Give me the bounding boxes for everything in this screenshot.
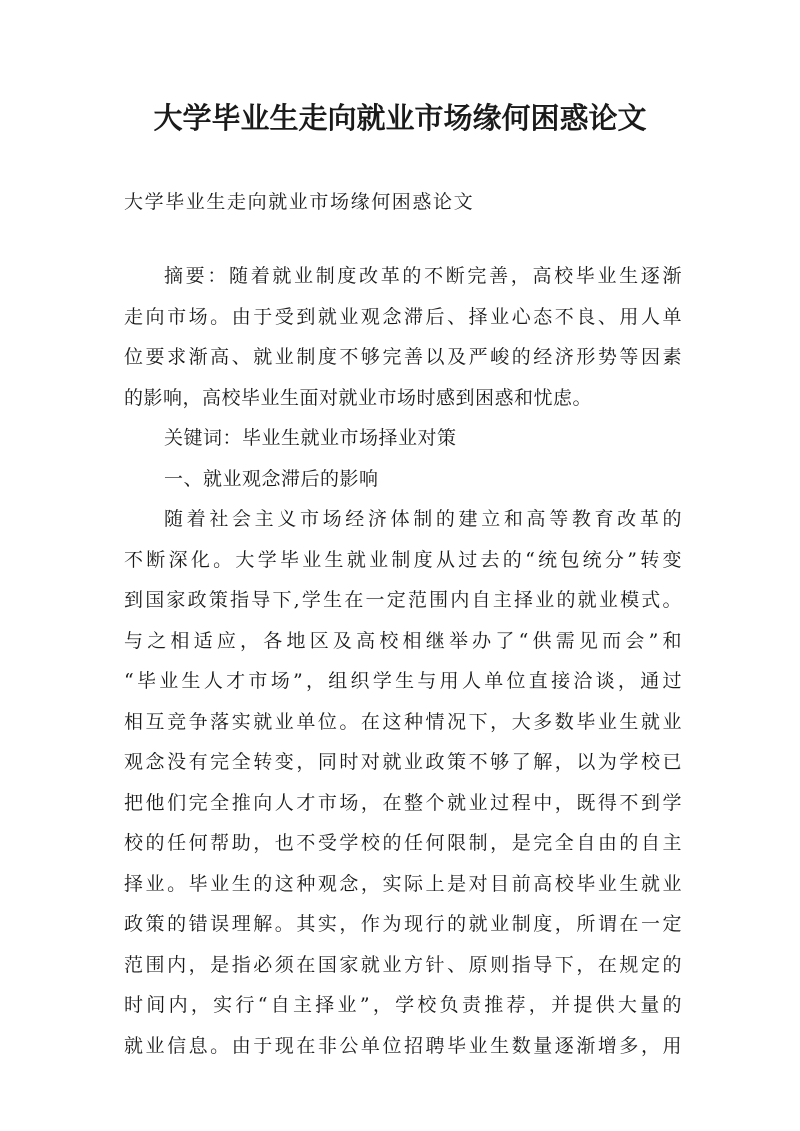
section1-line: 随着社会主义市场经济体制的建立和高等教育改革的 [164, 508, 682, 530]
abstract-line: 的影响，高校毕业生面对就业市场时感到困惑和忧虑。 [124, 386, 593, 409]
section1-paragraph [124, 499, 682, 1066]
section1-line: 与之相适应，各地区及高校相继举办了“供需见而会”和 [124, 629, 682, 652]
abstract-paragraph [124, 256, 682, 418]
section1-line: 观念没有完全转变，同时对就业政策不够了解，以为学校已 [124, 751, 682, 773]
section1-line: 范围内，是指必须在国家就业方针、原则指导下，在规定的 [124, 953, 682, 976]
abstract-line: 走向市场。由于受到就业观念滞后、择业心态不良、用人单 [124, 305, 682, 328]
keywords-line: 关键词：毕业生就业市场择业对策 [164, 427, 457, 449]
section1-line: 就业信息。由于现在非公单位招聘毕业生数量逐渐增多，用 [124, 1034, 682, 1057]
section1-line: “毕业生人才市场”，组织学生与用人单位直接洽谈，通过 [124, 670, 682, 692]
section1-line: 不断深化。大学毕业生就业制度从过去的“统包统分”转变 [124, 548, 682, 571]
section1-line: 择业。毕业生的这种观念，实际上是对目前高校毕业生就业 [124, 872, 682, 895]
section1-line: 相互竞争落实就业单位。在这种情况下，大多数毕业生就业 [124, 710, 682, 733]
abstract-line: 摘要：随着就业制度改革的不断完善，高校毕业生逐渐 [164, 265, 682, 287]
section1-heading: 一、就业观念滞后的影响 [164, 467, 379, 490]
keywords-paragraph [124, 418, 682, 459]
section1-line: 政策的错误理解。其实，作为现行的就业制度，所谓在一定 [124, 913, 682, 935]
document-subtitle: 大学毕业生走向就业市场缘何困惑论文 [124, 191, 475, 213]
section1-line: 时间内，实行“自主择业”，学校负责推荐，并提供大量的 [124, 994, 682, 1016]
section-heading [124, 459, 682, 500]
section1-line: 校的任何帮助，也不受学校的任何限制，是完全自由的自主 [124, 832, 682, 854]
section1-line: 把他们完全推向人才市场，在整个就业过程中，既得不到学 [124, 791, 682, 814]
section1-line: 到国家政策指导下,学生在一定范围内自主择业的就业模式。 [124, 589, 682, 611]
abstract-line: 位要求渐高、就业制度不够完善以及严峻的经济形势等因素 [124, 346, 682, 368]
document-body [124, 256, 682, 1066]
document-title: 大学毕业生走向就业市场缘何困惑论文 [153, 101, 647, 135]
